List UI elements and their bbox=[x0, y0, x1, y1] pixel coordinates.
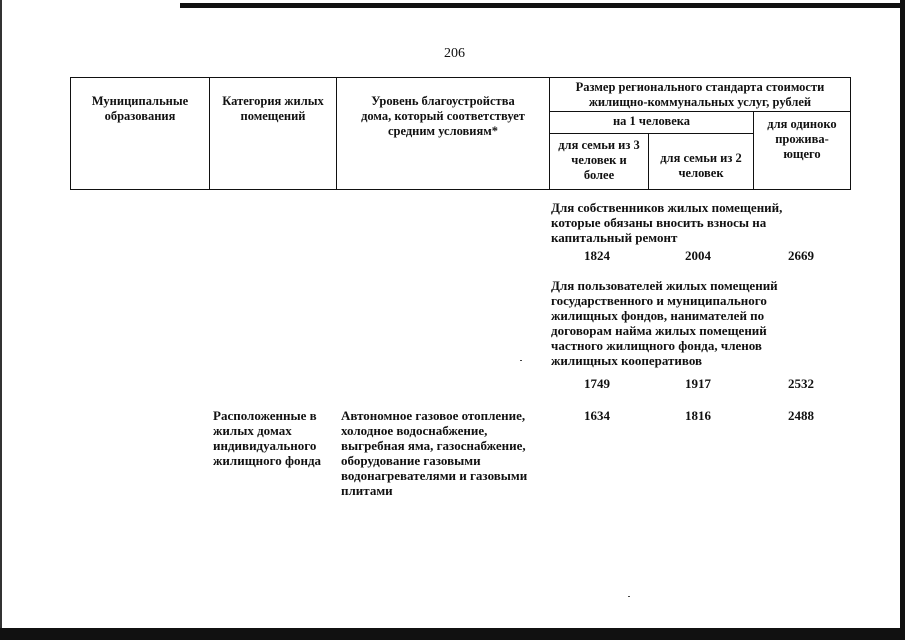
value-family2: 1917 bbox=[685, 376, 711, 391]
header-single: для одиноко прожива-ющего bbox=[754, 112, 851, 190]
row-note-owners: Для собственников жилых помещений, которые обязаны вносить взносы на капитальный ремонт bbox=[551, 200, 783, 245]
value-single: 2488 bbox=[788, 408, 814, 423]
row-note-users: Для пользователей жилых помещений государственного и муниципального жилищных фондов, нанимателей по договорам найма жилых помещений частного жилищного фонда, членов жилищных кооперативов bbox=[551, 278, 778, 368]
header-family3: для семьи из 3 человек и более bbox=[550, 134, 649, 190]
value-single: 2669 bbox=[788, 248, 814, 263]
value-family3: 1824 bbox=[584, 248, 610, 263]
scan-edge-bottom bbox=[0, 628, 905, 640]
value-single: 2532 bbox=[788, 376, 814, 391]
row-category: Расположенные в жилых домах индивидуального жилищного фонда bbox=[213, 408, 322, 468]
header-family2: для семьи из 2 человек bbox=[649, 134, 754, 190]
header-per-person: на 1 человека bbox=[550, 112, 754, 134]
table-header bbox=[70, 77, 851, 190]
header-level: Уровень благоустройства дома, который соответствует средним условиям* bbox=[337, 78, 550, 190]
value-family3: 1634 bbox=[584, 408, 610, 423]
header-standard-size: Размер регионального стандарта стоимости жилищно-коммунальных услуг, рублей bbox=[550, 78, 851, 112]
page-number: 206 bbox=[444, 46, 465, 61]
scan-speck bbox=[520, 360, 522, 361]
row-level: Автономное газовое отопление, холодное водоснабжение, выгребная яма, газоснабжение, оборудование газовыми водонагревателями и газовыми плитами bbox=[341, 408, 528, 498]
header-category: Категория жилых помещений bbox=[210, 78, 337, 190]
value-family3: 1749 bbox=[584, 376, 610, 391]
scan-speck bbox=[628, 596, 630, 597]
scan-edge-top bbox=[180, 3, 905, 8]
value-family2: 1816 bbox=[685, 408, 711, 423]
header-municipal: Муниципальные образования bbox=[71, 78, 210, 190]
scan-edge-left bbox=[0, 0, 2, 640]
scan-edge-right bbox=[900, 0, 905, 640]
value-family2: 2004 bbox=[685, 248, 711, 263]
